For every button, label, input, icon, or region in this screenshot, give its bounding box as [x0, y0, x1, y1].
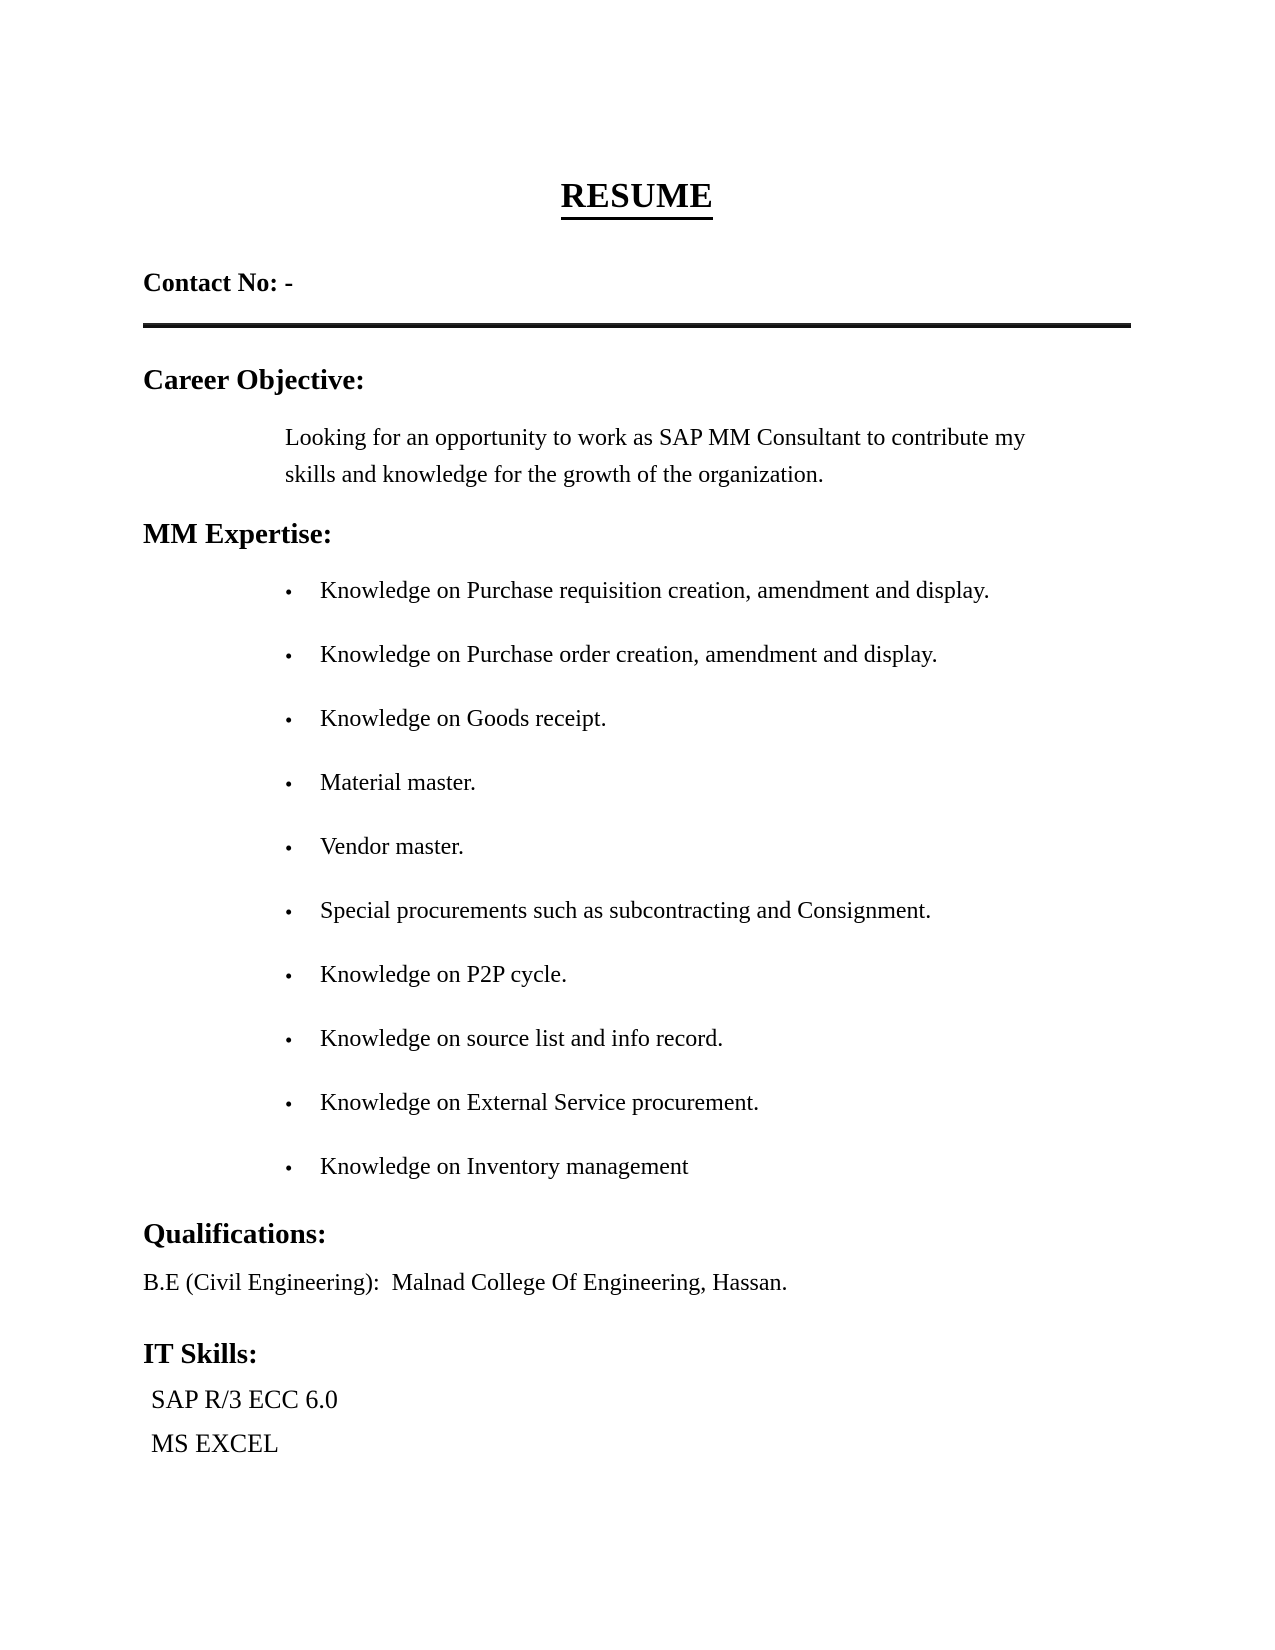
bullet-icon: • [285, 836, 293, 860]
bullet-icon: • [285, 1156, 293, 1180]
bullet-icon: • [285, 772, 293, 796]
section-heading-mm-expertise: MM Expertise: [143, 518, 333, 550]
list-item-text: Knowledge on Purchase order creation, amendment and display. [320, 642, 938, 668]
list-item-text: Material master. [320, 770, 476, 796]
section-heading-it-skills: IT Skills: [143, 1338, 258, 1370]
bullet-icon: • [285, 708, 293, 732]
qualifications-text: B.E (Civil Engineering): Malnad College Of Engineering, Hassan. [143, 1270, 788, 1296]
list-item [285, 1152, 1131, 1182]
bullet-icon: • [285, 644, 293, 668]
list-item-text: Special procurements such as subcontracting and Consignment. [320, 898, 932, 924]
bullet-icon: • [285, 964, 293, 988]
bullet-icon: • [285, 900, 293, 924]
bullet-icon: • [285, 580, 293, 604]
list-item-text: Knowledge on External Service procurement. [320, 1090, 760, 1116]
contact-line: Contact No: - [143, 268, 294, 297]
list-item [285, 960, 1131, 990]
list-item [285, 640, 1131, 670]
list-item [285, 768, 1131, 798]
list-item [285, 576, 1131, 606]
horizontal-rule [143, 323, 1131, 328]
section-heading-career-objective: Career Objective: [143, 364, 365, 396]
list-item-text: Knowledge on Inventory management [320, 1154, 689, 1180]
list-item-text: Knowledge on Purchase requisition creation, amendment and display. [320, 578, 990, 604]
it-skill-item-excel: MS EXCEL [151, 1429, 279, 1458]
list-item-text: Knowledge on Goods receipt. [320, 706, 607, 732]
bullet-icon: • [285, 1092, 293, 1116]
list-item [285, 896, 1131, 926]
career-objective-text: Looking for an opportunity to work as SAP MM Consultant to contribute my skills and knowledge for the growth of the organization. [285, 425, 1026, 488]
list-item [285, 1088, 1131, 1118]
list-item-text: Vendor master. [320, 834, 464, 860]
list-item-text: Knowledge on source list and info record. [320, 1026, 724, 1052]
it-skill-item-sap: SAP R/3 ECC 6.0 [151, 1385, 338, 1414]
mm-expertise-list [285, 576, 1131, 1182]
list-item-text: Knowledge on P2P cycle. [320, 962, 568, 988]
bullet-icon: • [285, 1028, 293, 1052]
page-title-text: RESUME [561, 176, 714, 220]
page-title [143, 175, 1131, 217]
section-heading-qualifications: Qualifications: [143, 1218, 327, 1250]
list-item [285, 1024, 1131, 1054]
list-item [285, 832, 1131, 862]
list-item [285, 704, 1131, 734]
